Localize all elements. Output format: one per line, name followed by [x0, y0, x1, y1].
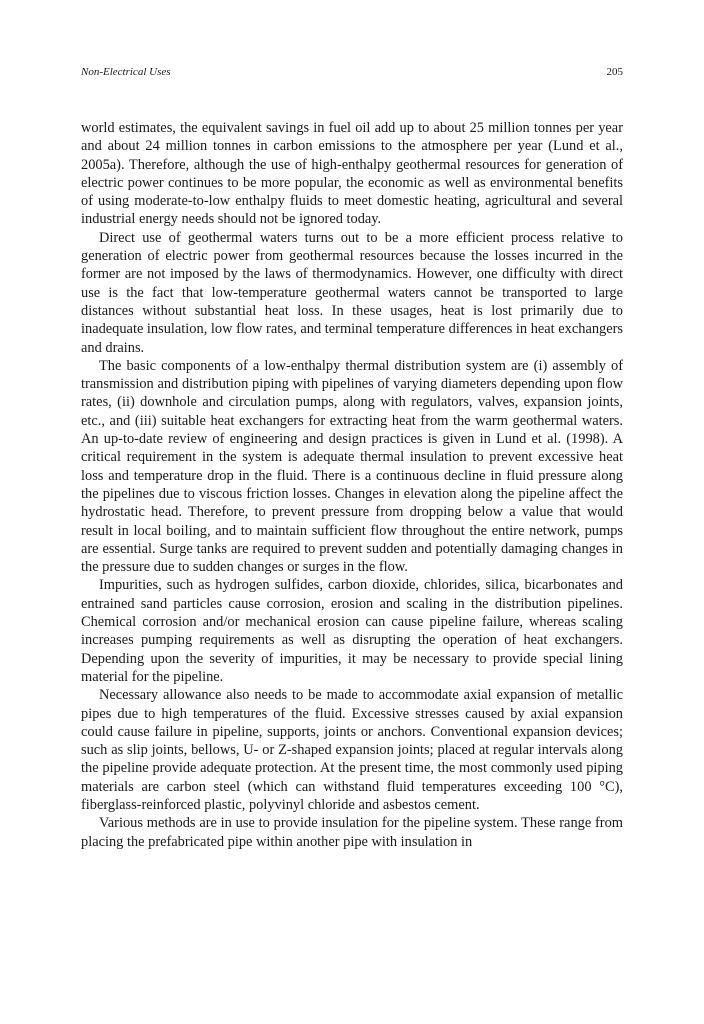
paragraph: Various methods are in use to provide insulation for the pipeline system. These range from placing the prefabricated pipe within another pipe with insulation in [81, 815, 623, 850]
document-page [81, 0, 623, 1024]
body-text [81, 119, 623, 851]
running-title: Non-Electrical Uses [81, 66, 171, 78]
paragraph: Direct use of geothermal waters turns out to be a more efficient process relative to generation of electric power from geothermal resources because the losses incurred in the former are not imposed by the laws of thermodynamics. However, one difficulty with direct use is the fact that low-temperature geothermal waters cannot be transported to large distances without substantial heat loss. In these usages, heat is lost primarily due to inadequate insulation, low flow rates, and terminal temperature differences in heat exchangers and drains. [81, 229, 623, 356]
paragraph: The basic components of a low-enthalpy thermal distribution system are (i) assembly of transmission and distribution piping with pipelines of varying diameters depending upon flow rates, (ii) downhole and circulation pumps, along with regulators, valves, expansion joints, etc., and (iii) suitable heat exchangers for extracting heat from the warm geothermal waters. An up-to-date review of engineering and design practices is given in Lund et al. (1998). A critical requirement in the system is adequate thermal insulation to prevent excessive heat loss and temperature drop in the fluid. There is a continuous decline in fluid pressure along the pipelines due to viscous friction losses. Changes in elevation along the pipeline affect the hydrostatic head. Therefore, to prevent pressure from dropping below a value that would result in local boiling, and to maintain sufficient flow throughout the entire network, pumps are essential. Surge tanks are required to prevent sudden and potentially damaging changes in the pressure due to sudden changes or surges in the flow. [81, 357, 623, 576]
paragraph: Necessary allowance also needs to be made to accommodate axial expansion of metallic pipes due to high temperatures of the fluid. Excessive stresses caused by axial expansion could cause failure in pipeline, supports, joints or anchors. Conventional expansion devices; such as slip joints, bellows, U- or Z-shaped expansion joints; placed at regular intervals along the pipeline provide adequate protection. At the present time, the most commonly used piping materials are carbon steel (which can withstand fluid temperatures exceeding 100 °C), fiberglass-reinforced plastic, polyvinyl chloride and asbestos cement. [81, 687, 623, 813]
page-number: 205 [606, 66, 623, 78]
paragraph: Impurities, such as hydrogen sulfides, carbon dioxide, chlorides, silica, bicarbonates and entrained sand particles cause corrosion, erosion and scaling in the distribution pipelines. Chemical corrosion and/or mechanical erosion can cause pipeline failure, whereas scaling increases pumping requirements as well as disrupting the operation of heat exchangers. Depending upon the severity of impurities, it may be necessary to provide special lining material for the pipeline. [81, 577, 623, 685]
paragraph-continued: world estimates, the equivalent savings in fuel oil add up to about 25 million tonnes per year and about 24 million tonnes in carbon emissions to the atmosphere per year (Lund et al., 2005a). Therefore, although the use of high-enthalpy geothermal resources for generation of electric power continues to be more popular, the economic as well as environmental benefits of using moderate-to-low enthalpy fluids to meet domestic heating, agricultural and several industrial energy needs should not be ignored today. [81, 120, 623, 228]
running-head [81, 66, 623, 82]
